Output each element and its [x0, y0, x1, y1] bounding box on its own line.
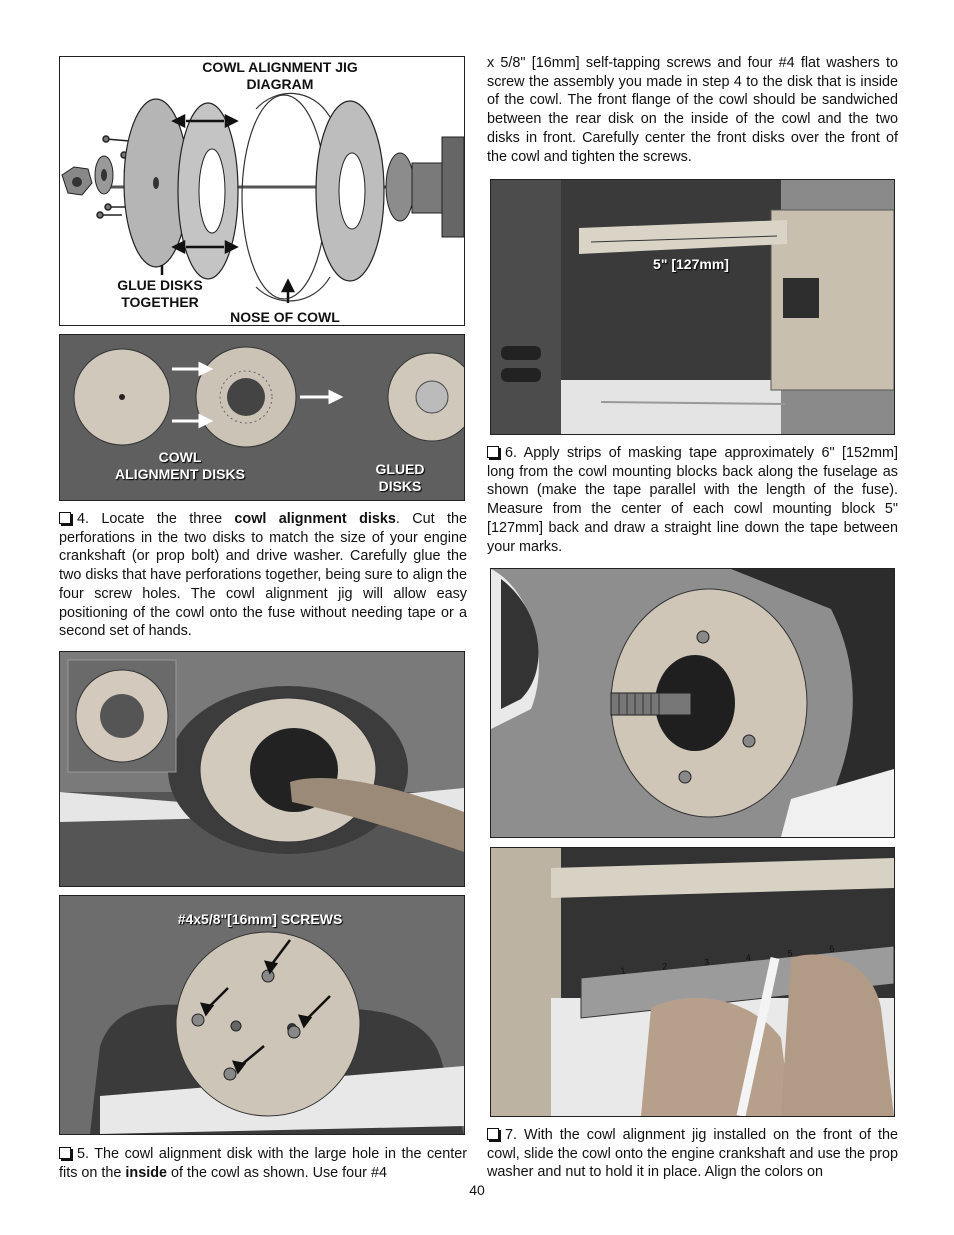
step-4-checkbox[interactable] [59, 512, 71, 524]
ruler-marking-photo [490, 847, 895, 1117]
screws-photo [59, 895, 465, 1135]
screws-illustration [60, 896, 464, 1134]
cowl-jig-diagram [59, 56, 465, 326]
ruler-tick-label: 4 [745, 952, 752, 963]
diagram-title: COWL ALIGNMENT JIG DIAGRAM [202, 59, 358, 92]
cowl-alignment-disks-label: COWL ALIGNMENT DISKS [115, 449, 245, 482]
ruler-tick-label: 5 [787, 947, 794, 959]
tape-illustration [491, 180, 894, 434]
tape-measure-label: 5" [127mm] [653, 256, 729, 272]
step-7-checkbox[interactable] [487, 1128, 499, 1140]
masking-tape-photo [490, 179, 895, 435]
ruler-illustration [491, 848, 894, 1116]
disk-in-cowl-photo [59, 651, 465, 887]
page-number: 40 [469, 1182, 485, 1198]
ruler-tick-label: 2 [661, 961, 668, 972]
step-4-text: 4. Locate the three cowl alignment disks. Cut the perforations in the two disks to match the size of your engine crankshaft (or prop bolt) and drive washer. Carefully glue the two disks that have perforations together, being sure to align the four screw holes. The cowl alignment jig will allow easy positioning of the cowl onto the fuse without needing tape or a second set of hands. [59, 511, 467, 640]
step-7-text: 7. With the cowl alignment jig installed on the front of the cowl, slide the cowl onto the engine crankshaft and use the prop washer and nut to hold it in place. Align the colors on [487, 1127, 898, 1181]
step-6-text: 6. Apply strips of masking tape approximately 6" [152mm] long from the cowl mounting blocks back along the fuselage as shown (make the tape parallel with the length of the fuse). Measure from the center of each cowl mounting block 5" [127mm] back and draw a straight line down the tape between your marks. [487, 445, 898, 555]
step-5-continued-text: x 5/8" [16mm] self-tapping screws and four #4 flat washers to screw the assembly you made in step 4 to the disk that is inside of the cowl. The front flange of the cowl should be sandwiched between the rear disk on the inside of the cowl and the two disks in front. Carefully center the front disks over the front of the cowl and tighten the screws. [487, 55, 898, 165]
jig-engine-illustration [491, 569, 894, 837]
ruler-tick-label: 3 [703, 956, 710, 968]
step-5-text: 5. The cowl alignment disk with the large hole in the center fits on the inside of the cowl as shown. Use four #4 [59, 1146, 467, 1181]
screws-label: #4x5/8"[16mm] SCREWS [177, 911, 343, 927]
step-6-checkbox[interactable] [487, 446, 499, 458]
step-5-checkbox[interactable] [59, 1147, 71, 1159]
jig-on-engine-photo [490, 568, 895, 838]
ruler-tick-label: 1 [619, 965, 626, 976]
nose-of-cowl-label: NOSE OF COWL [230, 309, 340, 325]
glue-disks-label: GLUE DISKS TOGETHER [117, 277, 203, 310]
glued-disks-label: GLUED DISKS [375, 461, 425, 494]
alignment-disks-photo [59, 334, 465, 501]
disk-in-cowl-illustration [60, 652, 464, 886]
ruler-tick-label: 6 [828, 943, 835, 955]
